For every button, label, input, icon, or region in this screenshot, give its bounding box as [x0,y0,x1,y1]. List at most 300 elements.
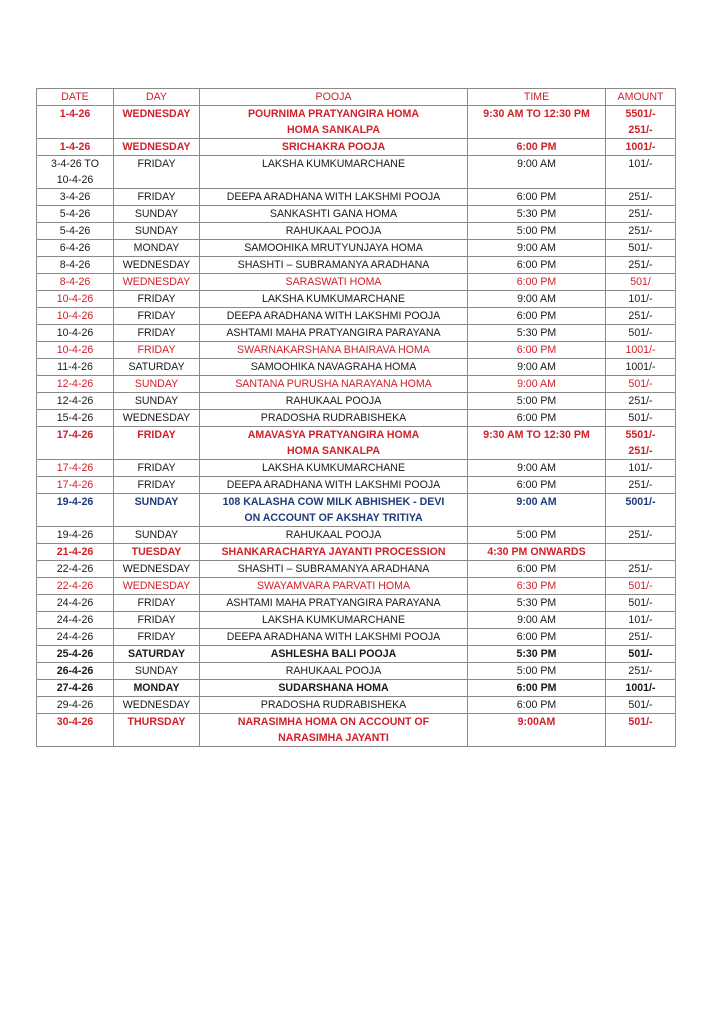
amount-cell-line: 1001/- [625,141,656,153]
date-cell-line: 25-4-26 [56,648,94,660]
date-cell [37,410,114,427]
amount-cell [606,274,676,291]
table-row [37,189,676,206]
amount-cell [606,714,676,747]
date-cell-line: 24-4-26 [56,614,94,626]
pooja-cell [200,527,468,544]
table-row [37,494,676,527]
date-cell [37,139,114,156]
header-amount: AMOUNT [606,89,676,106]
day-cell: SUNDAY [114,223,200,240]
day-cell: FRIDAY [114,595,200,612]
day-cell: SUNDAY [114,494,200,527]
amount-cell [606,240,676,257]
time-cell: 6:00 PM [468,342,606,359]
amount-cell [606,427,676,460]
date-cell-line: 10-4-26 [56,310,94,322]
amount-cell-line: 251/- [628,124,653,136]
amount-cell-line: 251/- [628,208,653,220]
date-cell [37,629,114,646]
pooja-cell-line: SUDARSHANA HOMA [278,682,389,694]
pooja-cell-line: RAHUKAAL POOJA [285,395,382,407]
date-cell-line: 24-4-26 [56,597,94,609]
date-cell-line: 12-4-26 [56,378,94,390]
header-pooja: POOJA [200,89,468,106]
time-cell: 6:00 PM [468,629,606,646]
pooja-cell-line: HOMA SANKALPA [287,124,380,136]
pooja-cell-line: SHASHTI – SUBRAMANYA ARADHANA [237,563,430,575]
date-cell [37,612,114,629]
date-cell-line: 11-4-26 [57,361,93,373]
pooja-cell [200,494,468,527]
table-row [37,527,676,544]
amount-cell-line: 501/- [628,378,653,390]
pooja-cell [200,578,468,595]
amount-cell [606,629,676,646]
pooja-schedule-table [36,88,676,747]
day-cell: FRIDAY [114,342,200,359]
table-row [37,291,676,308]
date-cell [37,578,114,595]
pooja-cell-line: LAKSHA KUMKUMARCHANE [261,293,406,305]
pooja-cell-line: SANKASHTI GANA HOMA [269,208,398,220]
table-row [37,544,676,561]
amount-cell [606,189,676,206]
day-cell: SUNDAY [114,206,200,223]
pooja-cell-line: NARASIMHA JAYANTI [278,732,389,744]
pooja-cell [200,646,468,663]
day-cell: FRIDAY [114,427,200,460]
table-row [37,680,676,697]
date-cell-line: 1-4-26 [59,141,91,153]
table-row [37,359,676,376]
pooja-cell-line: LAKSHA KUMKUMARCHANE [261,158,406,170]
time-cell: 6:00 PM [468,680,606,697]
time-cell: 6:00 PM [468,139,606,156]
pooja-cell-line: DEEPA ARADHANA WITH LAKSHMI POOJA [226,479,441,491]
date-cell [37,680,114,697]
date-cell-line: 19-4-26 [56,496,94,508]
day-cell: WEDNESDAY [114,139,200,156]
amount-cell-line: 251/- [628,310,653,322]
amount-cell [606,376,676,393]
table-row [37,342,676,359]
time-cell: 9:00 AM [468,240,606,257]
time-cell: 9:30 AM TO 12:30 PM [468,106,606,139]
date-cell [37,697,114,714]
time-cell: 5:00 PM [468,393,606,410]
date-cell [37,240,114,257]
pooja-cell-line: SWARNAKARSHANA BHAIRAVA HOMA [237,344,430,356]
pooja-cell-line: ASHTAMI MAHA PRATYANGIRA PARAYANA [226,597,441,609]
time-cell: 9:00 AM [468,494,606,527]
table-row [37,156,676,189]
amount-cell-line: 501/- [628,412,653,424]
day-cell: FRIDAY [114,629,200,646]
date-cell [37,291,114,308]
amount-cell-line: 501/- [628,648,653,660]
pooja-cell-line: DEEPA ARADHANA WITH LAKSHMI POOJA [226,191,441,203]
table-row [37,595,676,612]
pooja-cell [200,206,468,223]
amount-cell-line: 251/- [628,225,653,237]
date-cell-line: 29-4-26 [56,699,94,711]
date-cell-line: 6-4-26 [59,242,91,254]
time-cell: 9:00 AM [468,612,606,629]
time-cell: 6:00 PM [468,561,606,578]
time-cell: 5:00 PM [468,663,606,680]
time-cell: 6:00 PM [468,308,606,325]
pooja-cell [200,561,468,578]
date-cell [37,477,114,494]
day-cell: MONDAY [114,240,200,257]
day-cell: SUNDAY [114,393,200,410]
time-cell: 6:30 PM [468,578,606,595]
date-cell-line: 3-4-26 TO [51,158,99,170]
time-cell: 5:30 PM [468,206,606,223]
pooja-cell-line: SAMOOHIKA MRUTYUNJAYA HOMA [244,242,423,254]
date-cell [37,427,114,460]
header-date: DATE [37,89,114,106]
amount-cell [606,460,676,477]
pooja-cell-line: LAKSHA KUMKUMARCHANE [261,614,406,626]
pooja-cell-line: 108 KALASHA COW MILK ABHISHEK - DEVI [222,496,445,508]
amount-cell [606,206,676,223]
amount-cell-line: 501/- [628,580,653,592]
time-cell: 6:00 PM [468,410,606,427]
date-cell [37,460,114,477]
day-cell: FRIDAY [114,308,200,325]
time-cell: 5:30 PM [468,646,606,663]
date-cell-line: 10-4-26 [56,174,94,186]
time-cell: 6:00 PM [468,189,606,206]
pooja-cell [200,156,468,189]
pooja-cell-line: SRICHAKRA POOJA [281,141,386,153]
day-cell: FRIDAY [114,189,200,206]
date-cell [37,189,114,206]
table-row [37,139,676,156]
time-cell: 9:00 AM [468,291,606,308]
date-cell [37,561,114,578]
time-cell: 6:00 PM [468,257,606,274]
amount-cell [606,325,676,342]
day-cell: SUNDAY [114,527,200,544]
pooja-cell [200,325,468,342]
date-cell-line: 17-4-26 [56,429,94,441]
date-cell [37,257,114,274]
date-cell-line: 27-4-26 [56,682,94,694]
table-row [37,697,676,714]
date-cell [37,342,114,359]
day-cell: SUNDAY [114,376,200,393]
pooja-cell-line: SWAYAMVARA PARVATI HOMA [256,580,411,592]
pooja-cell-line: ON ACCOUNT OF AKSHAY TRITIYA [244,512,423,524]
pooja-cell-line: DEEPA ARADHANA WITH LAKSHMI POOJA [226,310,441,322]
amount-cell-line: 501/- [628,597,653,609]
date-cell-line: 26-4-26 [56,665,94,677]
amount-cell [606,106,676,139]
amount-cell-line: 251/- [628,191,653,203]
table-row [37,612,676,629]
pooja-cell-line: RAHUKAAL POOJA [285,665,382,677]
day-cell: WEDNESDAY [114,274,200,291]
table-row [37,223,676,240]
date-cell [37,206,114,223]
amount-cell [606,291,676,308]
amount-cell-line: 251/- [628,445,653,457]
pooja-cell [200,477,468,494]
pooja-cell [200,240,468,257]
amount-cell-line: 251/- [628,529,653,541]
table-row [37,274,676,291]
amount-cell [606,156,676,189]
amount-cell [606,139,676,156]
amount-cell [606,494,676,527]
amount-cell-line: 251/- [628,665,653,677]
date-cell [37,223,114,240]
time-cell: 5:00 PM [468,527,606,544]
pooja-cell [200,595,468,612]
time-cell: 4:30 PM ONWARDS [468,544,606,561]
table-row [37,106,676,139]
date-cell-line: 3-4-26 [59,191,91,203]
amount-cell [606,477,676,494]
amount-cell-line: 501/- [628,699,653,711]
date-cell-line: 5-4-26 [59,225,91,237]
date-cell [37,663,114,680]
table-row [37,646,676,663]
amount-cell [606,308,676,325]
table-row [37,206,676,223]
amount-cell-line: 101/- [628,158,653,170]
day-cell: FRIDAY [114,156,200,189]
time-cell: 9:00 AM [468,460,606,477]
date-cell-line: 22-4-26 [56,563,94,575]
pooja-cell [200,714,468,747]
date-cell [37,714,114,747]
amount-cell [606,342,676,359]
pooja-cell-line: RAHUKAAL POOJA [285,529,382,541]
amount-cell [606,359,676,376]
amount-cell-line: 501/- [628,327,653,339]
table-row [37,257,676,274]
day-cell: FRIDAY [114,460,200,477]
table-row [37,240,676,257]
pooja-cell [200,629,468,646]
amount-cell [606,663,676,680]
pooja-cell [200,460,468,477]
table-row [37,663,676,680]
pooja-cell-line: SHANKARACHARYA JAYANTI PROCESSION [221,546,446,558]
pooja-cell [200,544,468,561]
day-cell: SATURDAY [114,646,200,663]
amount-cell [606,612,676,629]
amount-cell [606,544,676,561]
date-cell [37,156,114,189]
day-cell: WEDNESDAY [114,106,200,139]
schedule-body [37,106,676,747]
pooja-cell [200,223,468,240]
time-cell: 9:00 AM [468,156,606,189]
day-cell: MONDAY [114,680,200,697]
pooja-cell-line: PRADOSHA RUDRABISHEKA [260,699,407,711]
amount-cell-line: 251/- [628,479,653,491]
date-cell-line: 10-4-26 [56,344,94,356]
pooja-cell [200,342,468,359]
date-cell [37,325,114,342]
time-cell: 5:00 PM [468,223,606,240]
day-cell: SATURDAY [114,359,200,376]
day-cell: WEDNESDAY [114,561,200,578]
pooja-cell-line: ASHLESHA BALI POOJA [270,648,397,660]
pooja-cell [200,189,468,206]
pooja-cell-line: SAMOOHIKA NAVAGRAHA HOMA [250,361,417,373]
amount-cell-line: 251/- [628,563,653,575]
amount-cell [606,646,676,663]
date-cell [37,494,114,527]
pooja-cell-line: RAHUKAAL POOJA [285,225,382,237]
pooja-cell [200,308,468,325]
time-cell: 6:00 PM [468,477,606,494]
amount-cell-line: 5001/- [625,496,656,508]
pooja-cell [200,376,468,393]
time-cell: 9:00 AM [468,359,606,376]
table-row [37,410,676,427]
pooja-cell-line: SHASHTI – SUBRAMANYA ARADHANA [237,259,430,271]
amount-cell [606,578,676,595]
date-cell-line: 1-4-26 [59,108,91,120]
pooja-cell [200,612,468,629]
date-cell-line: 12-4-26 [56,395,94,407]
amount-cell-line: 251/- [628,259,653,271]
amount-cell-line: 1001/- [625,344,656,356]
amount-cell-line: 1001/- [625,361,656,373]
pooja-cell-line: DEEPA ARADHANA WITH LAKSHMI POOJA [226,631,441,643]
amount-cell [606,561,676,578]
amount-cell-line: 5501/- [625,108,656,120]
date-cell [37,106,114,139]
date-cell [37,376,114,393]
amount-cell [606,527,676,544]
date-cell [37,544,114,561]
date-cell-line: 5-4-26 [59,208,91,220]
table-row [37,578,676,595]
time-cell: 9:30 AM TO 12:30 PM [468,427,606,460]
amount-cell [606,257,676,274]
pooja-cell [200,106,468,139]
table-row [37,460,676,477]
amount-cell-line: 101/- [628,293,653,305]
day-cell: SUNDAY [114,663,200,680]
table-row [37,477,676,494]
amount-cell-line: 501/ [630,276,651,288]
pooja-cell-line: AMAVASYA PRATYANGIRA HOMA [247,429,420,441]
date-cell [37,393,114,410]
pooja-cell-line: HOMA SANKALPA [287,445,380,457]
pooja-cell-line: POURNIMA PRATYANGIRA HOMA [247,108,420,120]
pooja-cell-line: ASHTAMI MAHA PRATYANGIRA PARAYANA [226,327,441,339]
time-cell: 6:00 PM [468,274,606,291]
amount-cell [606,223,676,240]
amount-cell-line: 101/- [628,614,653,626]
pooja-cell-line: SANTANA PURUSHA NARAYANA HOMA [235,378,432,390]
day-cell: FRIDAY [114,612,200,629]
table-row [37,376,676,393]
day-cell: FRIDAY [114,477,200,494]
time-cell: 9:00 AM [468,376,606,393]
date-cell-line: 15-4-26 [56,412,94,424]
header-day: DAY [114,89,200,106]
amount-cell-line: 251/- [628,395,653,407]
date-cell-line: 30-4-26 [56,716,94,728]
date-cell-line: 24-4-26 [56,631,94,643]
date-cell [37,274,114,291]
date-cell-line: 8-4-26 [59,259,91,271]
pooja-cell [200,393,468,410]
amount-cell [606,680,676,697]
date-cell-line: 10-4-26 [56,327,94,339]
pooja-cell [200,663,468,680]
amount-cell-line: 251/- [628,631,653,643]
amount-cell [606,697,676,714]
date-cell-line: 17-4-26 [56,479,94,491]
amount-cell-line: 501/- [628,242,653,254]
table-row [37,393,676,410]
day-cell: WEDNESDAY [114,697,200,714]
day-cell: WEDNESDAY [114,578,200,595]
table-row [37,629,676,646]
pooja-cell-line: NARASIMHA HOMA ON ACCOUNT OF [237,716,430,728]
pooja-cell [200,257,468,274]
day-cell: FRIDAY [114,291,200,308]
time-cell: 5:30 PM [468,325,606,342]
day-cell: TUESDAY [114,544,200,561]
header-time: TIME [468,89,606,106]
table-row [37,325,676,342]
time-cell: 6:00 PM [468,697,606,714]
amount-cell [606,410,676,427]
pooja-cell-line: PRADOSHA RUDRABISHEKA [260,412,407,424]
date-cell [37,595,114,612]
table-row [37,427,676,460]
pooja-cell-line: SARASWATI HOMA [285,276,382,288]
date-cell [37,359,114,376]
date-cell [37,308,114,325]
day-cell: WEDNESDAY [114,410,200,427]
date-cell-line: 8-4-26 [59,276,91,288]
pooja-cell [200,139,468,156]
amount-cell-line: 1001/- [625,682,656,694]
date-cell [37,527,114,544]
date-cell [37,646,114,663]
pooja-cell [200,410,468,427]
date-cell-line: 21-4-26 [56,546,94,558]
date-cell-line: 22-4-26 [56,580,94,592]
amount-cell [606,393,676,410]
date-cell-line: 19-4-26 [56,529,94,541]
pooja-cell [200,680,468,697]
table-header-row [37,89,676,106]
pooja-cell [200,359,468,376]
amount-cell [606,595,676,612]
pooja-cell-line: LAKSHA KUMKUMARCHANE [261,462,406,474]
table-row [37,308,676,325]
date-cell-line: 10-4-26 [56,293,94,305]
time-cell: 9:00AM [468,714,606,747]
amount-cell-line: 501/- [628,716,653,728]
pooja-cell [200,427,468,460]
pooja-cell [200,274,468,291]
